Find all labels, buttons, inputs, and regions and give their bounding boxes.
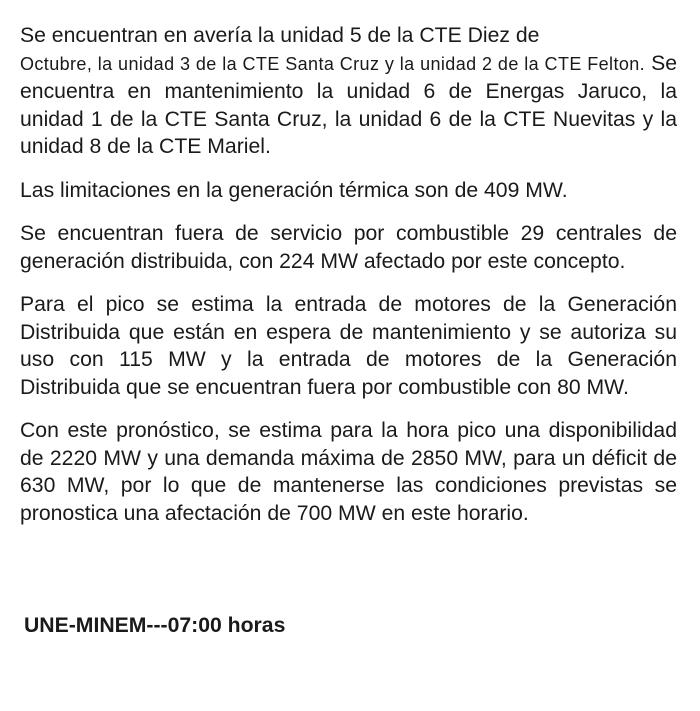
signature: UNE-MINEM---07:00 horas	[24, 614, 286, 637]
paragraph-outages-line2: Octubre, la unidad 3 de la CTE Santa Cruz y la unidad 2 de la CTE Felton.	[20, 53, 646, 74]
paragraph-outages-line1: Se encuentran en avería la unidad 5 de la CTE Diez de	[20, 24, 540, 47]
document-body	[20, 22, 677, 527]
paragraph-fuel-outages: Se encuentran fuera de servicio por combustible 29 centrales de generación distribuida, con 224 MW afectado por este concepto.	[20, 222, 677, 273]
paragraph-outages-rest: Se encuentra en mantenimiento la unidad 6 de Energas Jaruco, la unidad 1 de la CTE Santa Cruz, la unidad 6 de la CTE Nuevitas y la unidad 8 de la CTE Mariel.	[20, 51, 677, 158]
paragraph-thermal-limitations: Las limitaciones en la generación térmica son de 409 MW.	[20, 178, 568, 202]
paragraph-outages	[20, 22, 677, 161]
paragraph-peak-estimate: Para el pico se estima la entrada de motores de la Generación Distribuida que están en espera de mantenimiento y se autoriza su uso con 115 MW y la entrada de motores de la Generación Distribuida que se encuentran fuera por combustible con 80 MW.	[20, 293, 677, 399]
paragraph-forecast: Con este pronóstico, se estima para la hora pico una disponibilidad de 2220 MW y una demanda máxima de 2850 MW, para un déficit de 630 MW, por lo que de mantenerse las condiciones previstas se pronostica una afectación de 700 MW en este horario.	[20, 419, 677, 525]
